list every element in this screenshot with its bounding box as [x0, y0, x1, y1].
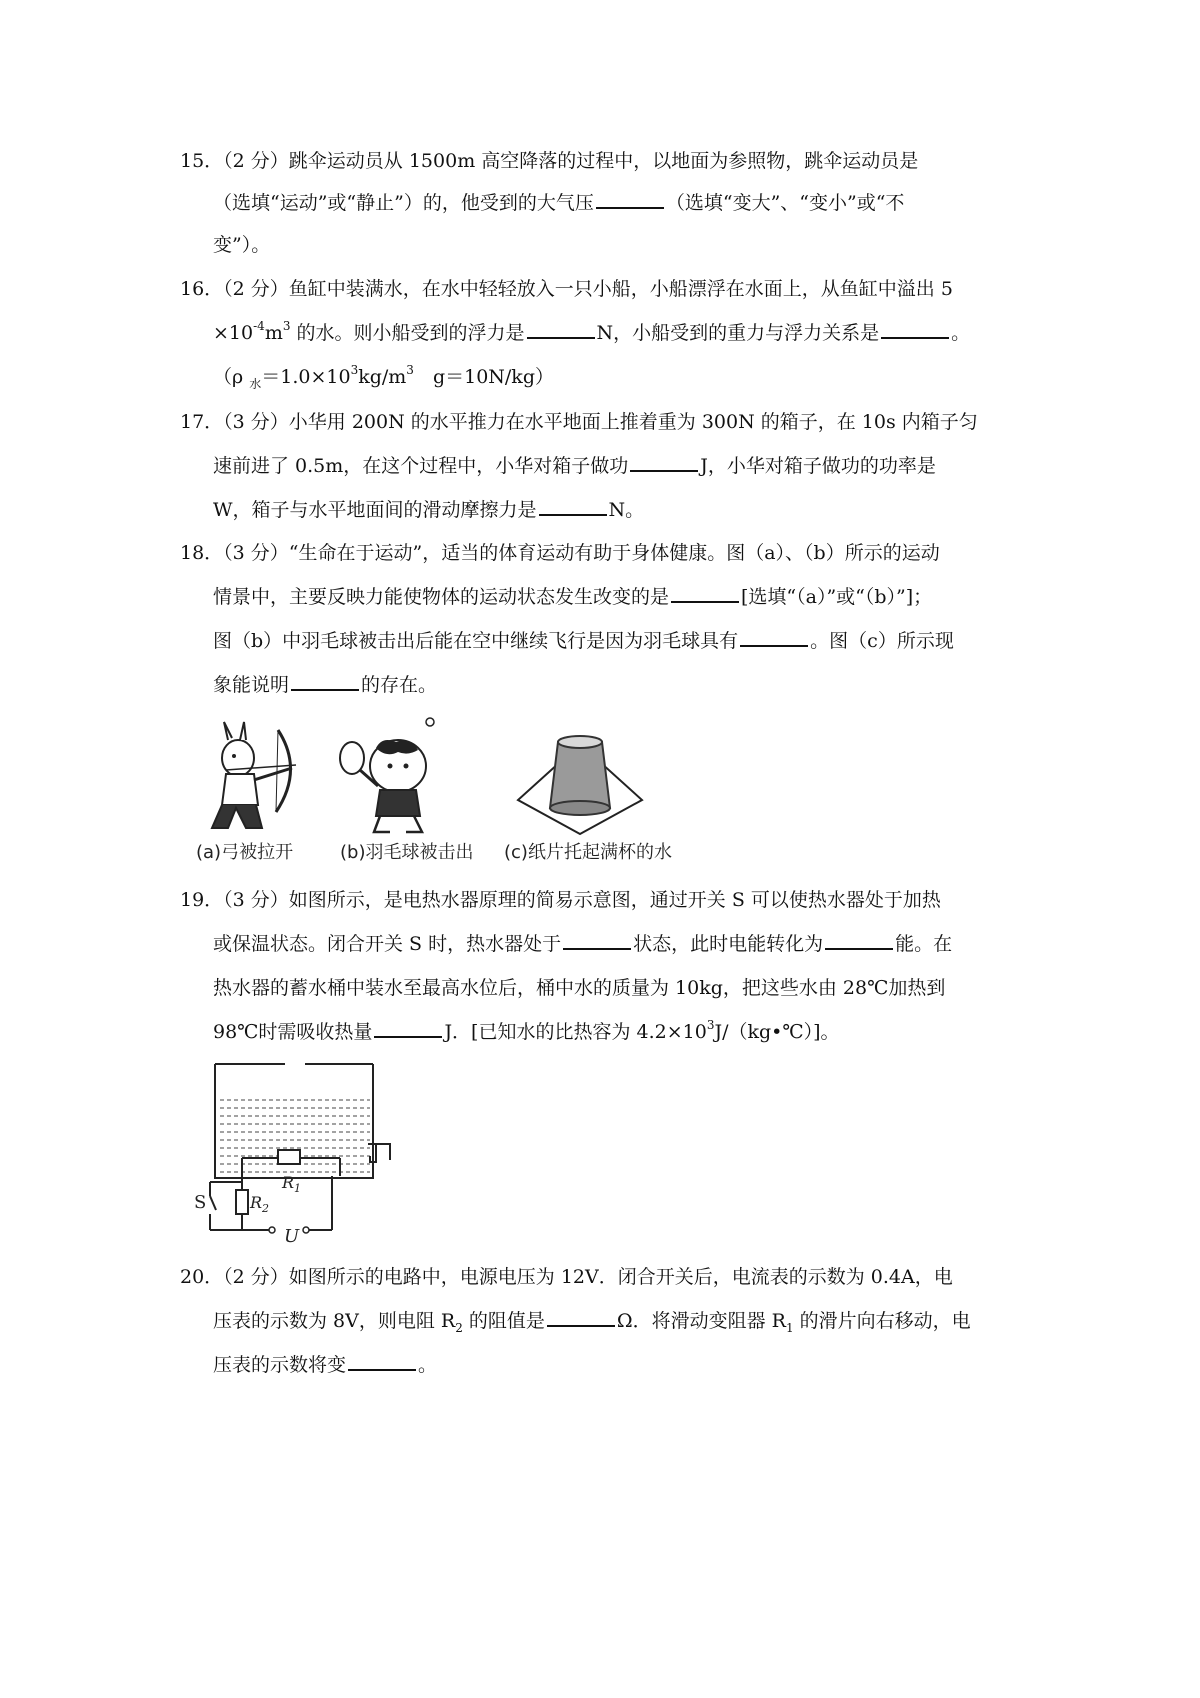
q20-line-2: 压表的示数为 8V，则电阻 $R_2$ 的阻值是 Ω．将滑动变阻器 $R_1$ 的滑片向右移动，电 — [213, 1310, 971, 1335]
answer-blank[interactable] — [291, 688, 359, 691]
answer-blank[interactable] — [374, 1035, 442, 1038]
q18-line-3: 图（b）中羽毛球被击出后能在空中继续飞行是因为羽毛球具有 。图（c）所示现 — [213, 630, 954, 652]
q19-line-1: 19．（3 分）如图所示，是电热水器原理的简易示意图，通过开关 S 可以使热水器处于加热 — [180, 889, 941, 911]
q18-line-2: 情景中，主要反映力能使物体的运动状态发生改变的是 [选填“（a）”或“（b）”]； — [213, 586, 933, 608]
answer-blank[interactable] — [547, 1324, 615, 1327]
q16-line-2: $\times 10^{-4}m^3$ 的水。则小船受到的浮力是 N，小船受到的重力与浮力关系是 。 — [213, 318, 971, 344]
water-heater-circuit — [190, 1058, 410, 1248]
cup-figure — [510, 728, 650, 836]
answer-blank[interactable] — [671, 600, 739, 603]
switch-s-label: S — [194, 1192, 207, 1213]
answer-blank[interactable] — [630, 469, 698, 472]
q19-line-4: 98℃时需吸收热量 J．[已知水的比热容为 $4.2\times 10^3J/(kg•℃)$]。 — [213, 1017, 840, 1043]
answer-blank[interactable] — [825, 947, 893, 950]
answer-blank[interactable] — [527, 336, 595, 339]
q18-line-4: 象能说明 的存在。 — [213, 674, 438, 696]
voltage-u-label: U — [284, 1226, 300, 1247]
figure-a-caption: (a)弓被拉开 — [196, 842, 294, 863]
q15-line-2: （选填“运动”或“静止”）的，他受到的大气压 （选填“变大”、“变小”或“不 — [213, 192, 905, 214]
q15-line-1: 15．（2 分）跳伞运动员从 1500m 高空降落的过程中，以地面为参照物，跳伞运动员是 — [180, 150, 919, 172]
q20-line-1: 20．（2 分）如图所示的电路中，电源电压为 12V．闭合开关后，电流表的示数为 0.4A，电 — [180, 1266, 953, 1288]
figure-c-caption: (c)纸片托起满杯的水 — [504, 842, 672, 863]
badminton-figure — [330, 714, 450, 836]
figure-b-caption: (b)羽毛球被击出 — [340, 842, 474, 863]
answer-blank[interactable] — [596, 206, 664, 209]
q19-line-3: 热水器的蓄水桶中装水至最高水位后，桶中水的质量为 10kg，把这些水由 28℃加热到 — [213, 977, 946, 999]
r1-label: $R_1$ — [282, 1173, 302, 1195]
q16-line-3: （ρ $_水=1.0\times 10^3kg/m^3$ g＝10N/kg） — [213, 362, 554, 391]
q20-line-3: 压表的示数将变 。 — [213, 1354, 438, 1376]
q16-line-1: 16．（2 分）鱼缸中装满水，在水中轻轻放入一只小船，小船漂浮在水面上，从鱼缸中溢出 5 — [180, 278, 953, 300]
answer-blank[interactable] — [740, 644, 808, 647]
q17-line-1: 17．（3 分）小华用 200N 的水平推力在水平地面上推着重为 300N 的箱子，在 10s 内箱子匀 — [180, 411, 978, 433]
answer-blank[interactable] — [881, 336, 949, 339]
q17-line-2: 速前进了 0.5m，在这个过程中，小华对箱子做功 J，小华对箱子做功的功率是 — [213, 455, 936, 477]
archer-figure — [196, 720, 306, 835]
r2-label: $R_2$ — [250, 1193, 270, 1215]
q18-line-1: 18．（3 分）“生命在于运动”，适当的体育运动有助于身体健康。图（a）、（b）所示的运动 — [180, 542, 940, 564]
answer-blank[interactable] — [563, 947, 631, 950]
q17-line-3: W，箱子与水平地面间的滑动摩擦力是 N。 — [213, 499, 645, 521]
q15-line-3: 变”）。 — [213, 234, 271, 256]
answer-blank[interactable] — [539, 513, 607, 516]
q19-line-2: 或保温状态。闭合开关 S 时，热水器处于 状态，此时电能转化为 能。在 — [213, 933, 953, 955]
answer-blank[interactable] — [348, 1368, 416, 1371]
